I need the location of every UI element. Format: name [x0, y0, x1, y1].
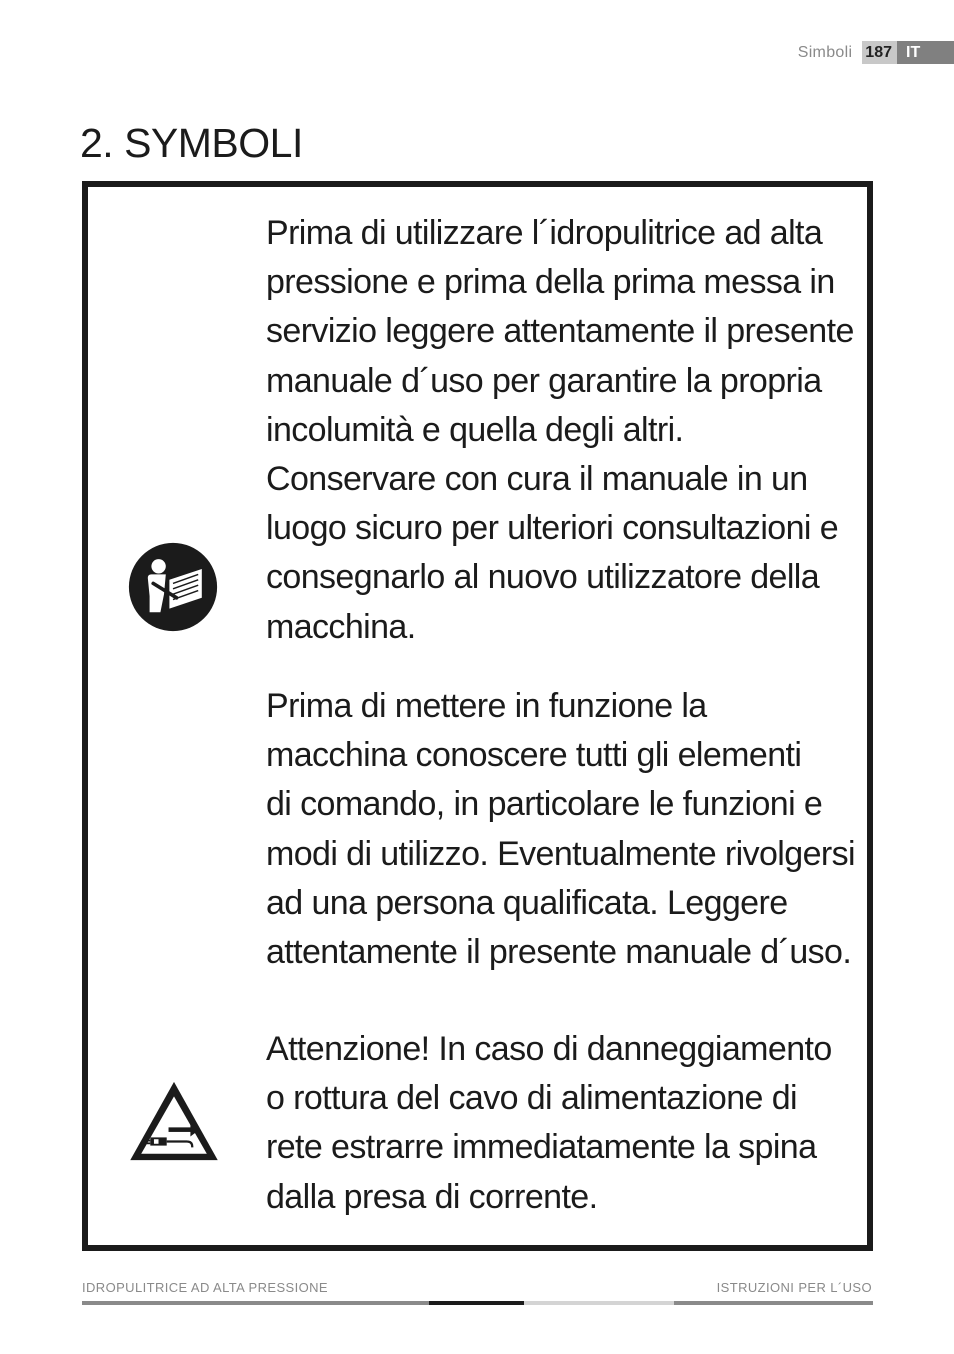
read-manual-icon: [128, 542, 218, 632]
header-section-title: Simboli: [797, 43, 853, 61]
symbols-box: [82, 181, 873, 1251]
footer-divider-light: [524, 1301, 674, 1305]
page-number: 187: [862, 41, 897, 64]
footer-product-name: IDROPULITRICE AD ALTA PRESSIONE: [82, 1280, 328, 1295]
paragraph-controls: Prima di mettere in funzione la macchina conoscere tutti gli elementi di comando, in particolare le funzioni e modi di utilizzo. Eventualmente rivolgersi ad una persona qualificata. Leggere attentamente il presente manuale d´uso.: [266, 687, 855, 972]
language-tab: IT: [897, 41, 954, 64]
paragraph-read-manual: Prima di utilizzare l´idropulitrice ad alta pressione e prima della prima messa in servizio leggere attentamente il presente manuale d´uso per garantire la propria incolumità e quella degli altri. Conservare con cura il manuale in un luogo sicuro per ulteriori consultazioni e consegnarlo al nuovo utilizzatore della macchina.: [266, 214, 854, 646]
footer-divider-highlight: [429, 1301, 524, 1305]
footer-divider-end: [674, 1301, 873, 1305]
paragraph-warning-cable: Attenzione! In caso di danneggiamento o rottura del cavo di alimentazione di rete estrarre immediatamente la spina dalla presa di corrente.: [266, 1030, 832, 1216]
page-header: [798, 41, 954, 64]
footer-divider: [82, 1301, 429, 1305]
warning-unplug-icon: [128, 1080, 220, 1162]
footer-document-type: ISTRUZIONI PER L´USO: [716, 1280, 872, 1295]
page-title: 2. SYMBOLI: [80, 120, 303, 166]
